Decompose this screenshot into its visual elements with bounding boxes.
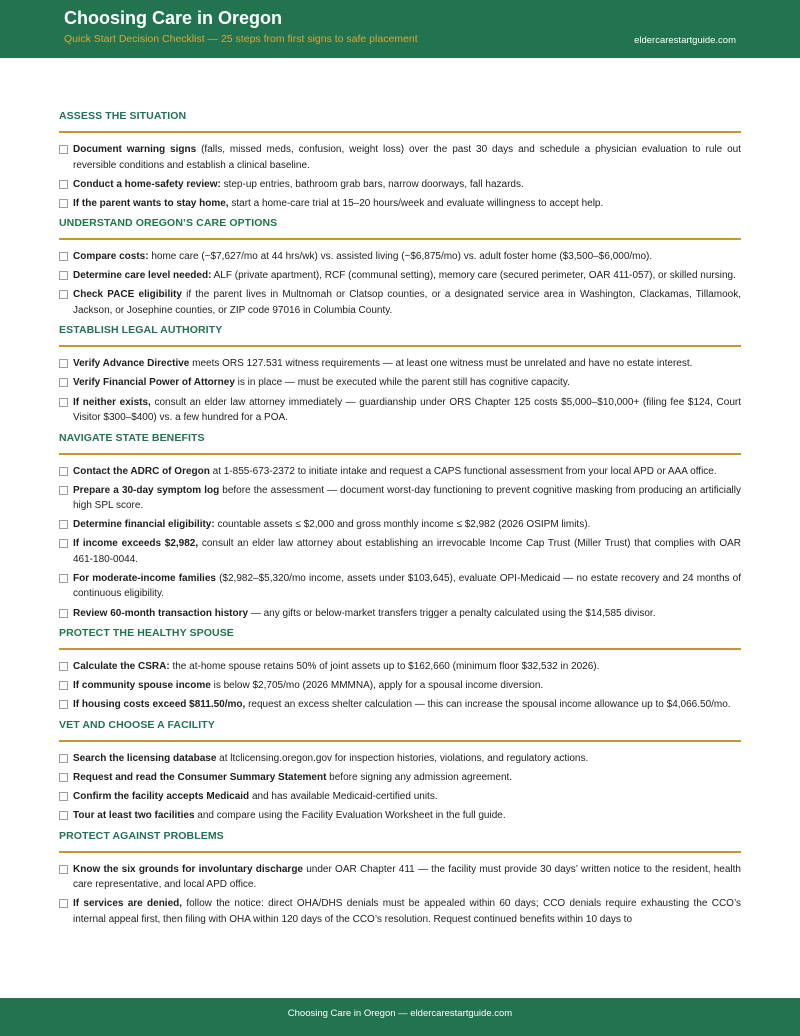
item-lead: Compare costs: — [73, 251, 149, 263]
checklist-item — [59, 808, 741, 824]
item-lead: If income exceeds $2,982, — [73, 538, 199, 550]
item-lead: For moderate-income families — [73, 572, 216, 584]
checklist-item — [59, 517, 741, 533]
checklist-item — [59, 697, 741, 713]
checkbox[interactable] — [59, 773, 68, 782]
checkbox[interactable] — [59, 378, 68, 387]
item-text: ALF (private apartment), RCF (communal setting), memory care (secured perimeter, OAR 411-057), or skilled nursing. — [211, 270, 736, 282]
item-lead: Know the six grounds for involuntary discharge — [73, 863, 303, 875]
item-lead: Conduct a home-safety review: — [73, 178, 221, 190]
checklist-item — [59, 287, 741, 318]
checklist-item — [59, 483, 741, 514]
item-text: and compare using the Facility Evaluation Worksheet in the full guide. — [194, 810, 506, 821]
page-header — [0, 0, 800, 58]
checklist-item — [59, 356, 741, 372]
item-text: ($2,982–$5,320/mo income, assets under $103,645), evaluate OPI-Medicaid — no estate recovery and 24 months of continuous eligibility. — [73, 572, 741, 600]
checklist-item — [59, 536, 741, 567]
item-lead: Calculate the CSRA: — [73, 661, 170, 673]
checkbox[interactable] — [59, 398, 68, 407]
checklist-item — [59, 268, 741, 284]
checklist-section — [59, 324, 741, 425]
item-text: is below $2,705/mo (2026 MMMNA), apply for a spousal income diversion. — [210, 680, 544, 692]
item-text: and has available Medicaid-certified units. — [249, 790, 438, 802]
item-lead: Search the licensing database — [73, 752, 217, 764]
section-heading: PROTECT AGAINST PROBLEMS — [59, 830, 741, 853]
checkbox[interactable] — [59, 681, 68, 690]
checklist-item — [59, 751, 741, 767]
checklist-item — [59, 896, 741, 927]
item-text: consult an elder law attorney about establishing an irrevocable Income Cap Trust (Miller Trust) that complies with OAR 461-180-0044. — [73, 538, 741, 565]
checkbox[interactable] — [59, 792, 68, 801]
checklist-item — [59, 142, 741, 173]
item-text: meets ORS 127.531 witness requirements — at least one witness must be unrelated and have no estate interest. — [189, 358, 693, 370]
item-lead: Contact the ADRC of Oregon — [73, 465, 210, 477]
checkbox[interactable] — [59, 359, 68, 368]
item-text: (falls, missed meds, confusion, weight loss) over the past 30 days and schedule a physician evaluation to rule out reversible conditions and establish a clinical baseline. — [73, 144, 741, 171]
item-text: at 1-855-673-2372 to initiate intake and request a CAPS functional assessment from your local APD or AAA office. — [209, 465, 717, 477]
checklist-section — [59, 830, 741, 928]
page-title: Choosing Care in Oregon — [64, 8, 283, 28]
section-heading: ESTABLISH LEGAL AUTHORITY — [59, 324, 741, 347]
item-text: before the assessment — document worst-day functioning to prevent cognitive masking from producing an artificially high SPL score. — [73, 484, 741, 512]
checklist-section — [59, 719, 741, 824]
section-heading: ASSESS THE SITUATION — [59, 110, 741, 133]
checkbox[interactable] — [59, 145, 68, 154]
checklist-item — [59, 196, 741, 212]
checkbox[interactable] — [59, 271, 68, 280]
item-lead: Review 60-month transaction history — [73, 607, 249, 619]
checkbox[interactable] — [59, 899, 68, 908]
checkbox[interactable] — [59, 662, 68, 671]
checklist-item — [59, 571, 741, 602]
item-text: under OAR Chapter 411 — the facility must provide 30 days’ written notice to the resident, health care representative, and local APD office. — [73, 863, 741, 890]
item-lead: If housing costs exceed $811.50/mo, — [73, 699, 246, 711]
checklist-item — [59, 375, 741, 391]
checklist-section — [59, 627, 741, 713]
item-lead: Document warning signs — [73, 144, 197, 155]
item-text: before signing any admission agreement. — [326, 771, 513, 783]
checkbox[interactable] — [59, 574, 68, 583]
item-text: if the parent lives in Multnomah or Clatsop counties, or a designated service area in Washington, Clackamas, Tillamook, Jackson, or Josephine counties, or ZIP code 97016 in Columbia County. — [73, 289, 741, 316]
item-lead: If community spouse income — [73, 680, 211, 692]
checkbox[interactable] — [59, 754, 68, 763]
checklist-item — [59, 177, 741, 193]
item-lead: If the parent wants to stay home, — [73, 197, 229, 209]
item-text: home care (~$7,627/mo at 44 hrs/wk) vs. assisted living (~$6,875/mo) vs. adult foster home ($3,500–$6,000/mo). — [148, 251, 653, 263]
item-lead: If neither exists, — [73, 396, 151, 408]
item-text: start a home-care trial at 15–20 hours/week and evaluate willingness to accept help. — [228, 197, 604, 209]
item-lead: Tour at least two facilities — [73, 810, 195, 821]
item-lead: Check PACE eligibility — [73, 289, 182, 301]
checklist-item — [59, 770, 741, 786]
checklist-section — [59, 110, 741, 211]
checkbox[interactable] — [59, 539, 68, 548]
item-text: countable assets ≤ $2,000 and gross monthly income ≤ $2,982 (2026 OSIPM limits). — [214, 519, 591, 531]
item-text: — any gifts or below-market transfers trigger a penalty calculated using the $14,585 divisor. — [248, 607, 656, 619]
item-lead: Verify Financial Power of Attorney — [73, 377, 235, 389]
page-subtitle: Quick Start Decision Checklist — 25 steps from first signs to safe placement — [64, 33, 418, 45]
page-footer — [0, 998, 800, 1036]
item-lead: If services are denied, — [73, 898, 183, 910]
checkbox[interactable] — [59, 252, 68, 261]
checklist-item — [59, 395, 741, 426]
item-lead: Determine financial eligibility: — [73, 519, 215, 531]
checkbox[interactable] — [59, 609, 68, 618]
section-heading: VET AND CHOOSE A FACILITY — [59, 719, 741, 742]
item-lead: Prepare a 30-day symptom log — [73, 484, 220, 496]
checklist-item — [59, 862, 741, 893]
checkbox[interactable] — [59, 865, 68, 874]
item-text: is in place — must be executed while the parent still has cognitive capacity. — [234, 377, 570, 389]
item-text: consult an elder law attorney immediately — guardianship under ORS Chapter 125 costs $5,000–$10,000+ (filing fee $124, Court Visitor $300–$400) vs. a few hundred for a POA. — [73, 396, 741, 424]
checkbox[interactable] — [59, 700, 68, 709]
checkbox[interactable] — [59, 180, 68, 189]
checkbox[interactable] — [59, 520, 68, 529]
item-lead: Determine care level needed: — [73, 270, 212, 282]
checklist-item — [59, 606, 741, 622]
checkbox[interactable] — [59, 290, 68, 299]
section-heading: NAVIGATE STATE BENEFITS — [59, 432, 741, 455]
item-lead: Confirm the facility accepts Medicaid — [73, 790, 250, 802]
section-heading: UNDERSTAND OREGON’S CARE OPTIONS — [59, 217, 741, 240]
item-text: step-up entries, bathroom grab bars, narrow doorways, fall hazards. — [220, 178, 524, 190]
checklist-item — [59, 789, 741, 805]
checkbox[interactable] — [59, 486, 68, 495]
item-text: at ltclicensing.oregon.gov for inspection histories, violations, and regulatory actions. — [216, 752, 589, 764]
item-text: request an excess shelter calculation — this can increase the spousal income allowance up to $4,066.50/mo. — [245, 699, 731, 711]
checklist-item — [59, 659, 741, 675]
header-site-link[interactable]: eldercarestartguide.com — [634, 35, 736, 46]
checkbox[interactable] — [59, 811, 68, 820]
checklist-item — [59, 249, 741, 265]
checkbox[interactable] — [59, 467, 68, 476]
checklist-content — [59, 110, 741, 933]
item-lead: Request and read the Consumer Summary Statement — [73, 771, 327, 783]
item-text: follow the notice: direct OHA/DHS denials must be appealed within 60 days; CCO denials require exhausting the CCO’s internal appeal first, then filing with OHA within 120 days of the CCO’s resolution. Request continued benefits within 10 days to — [73, 898, 741, 925]
checklist-item — [59, 464, 741, 480]
checkbox[interactable] — [59, 199, 68, 208]
footer-text: Choosing Care in Oregon — eldercarestartguide.com — [287, 1008, 513, 1019]
item-lead: Verify Advance Directive — [73, 358, 190, 370]
checklist-item — [59, 678, 741, 694]
checklist-section — [59, 217, 741, 318]
checklist-section — [59, 432, 741, 621]
item-text: the at-home spouse retains 50% of joint assets up to $162,660 (minimum floor $32,532 in 2026). — [169, 661, 600, 673]
section-heading: PROTECT THE HEALTHY SPOUSE — [59, 627, 741, 650]
